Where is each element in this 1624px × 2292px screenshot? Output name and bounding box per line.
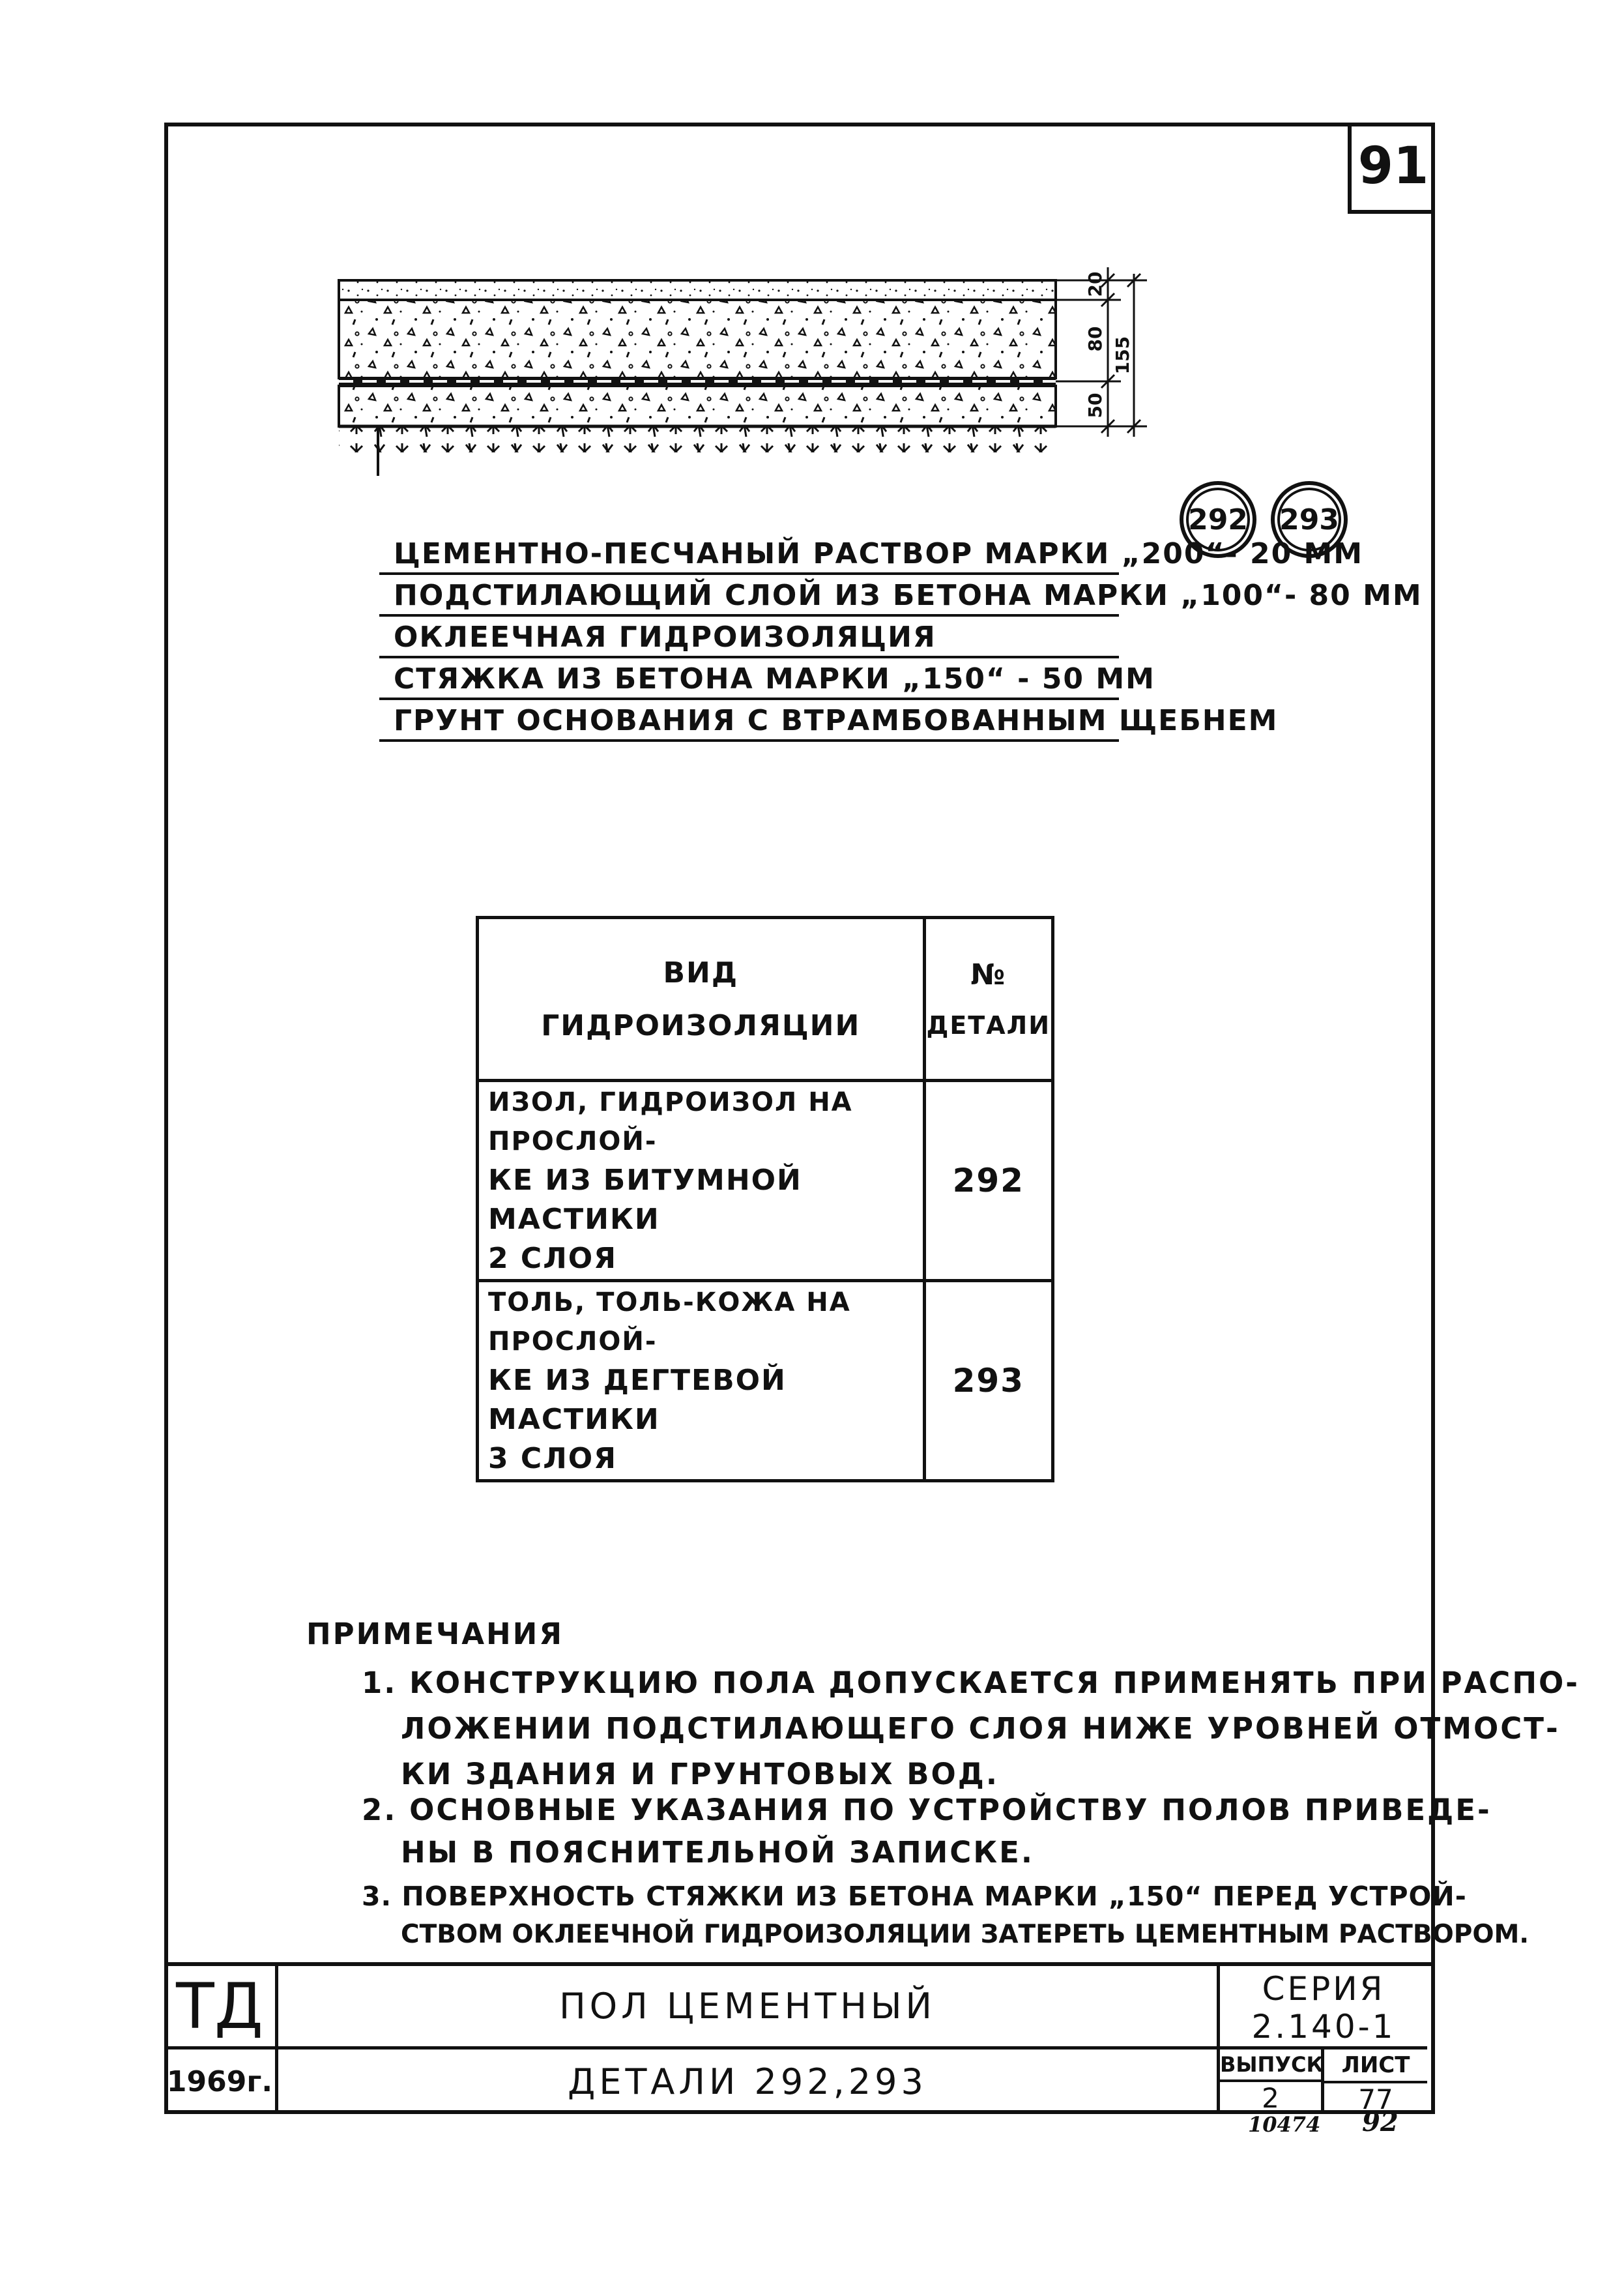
table-row-2-desc-line3: 3 СЛОЯ: [488, 1442, 618, 1475]
stamp-year: 1969г.: [166, 2065, 273, 2098]
dim-50-label: 50: [1084, 392, 1106, 419]
title-block: [164, 1962, 1435, 2114]
table-row: [478, 1281, 1053, 1481]
stamp-series-cell: [1220, 1966, 1427, 2050]
dim-20-label: 20: [1084, 271, 1106, 297]
layer-label-1: ЦЕМЕНТНО-ПЕСЧАНЫЙ РАСТВОР МАРКИ „200“- 20 ММ: [379, 533, 1119, 575]
stamp-title: ПОЛ ЦЕМЕНТНЫЙ: [559, 1986, 936, 2027]
stamp-subtitle: ДЕТАЛИ 292,293: [568, 2061, 927, 2102]
note-line-1: 1. КОНСТРУКЦИЮ ПОЛА ДОПУСКАЕТСЯ ПРИМЕНЯТЬ ПРИ РАСПО-: [362, 1666, 1580, 1700]
stamp-year-cell: [164, 2050, 278, 2114]
footer-page-number: 92: [1362, 2107, 1399, 2138]
table-header-type-line1: ВИД: [663, 956, 739, 990]
stamp-sheet-value: 77: [1358, 2083, 1393, 2115]
stamp-series-label: СЕРИЯ: [1262, 1970, 1385, 2008]
table-header-type: [478, 918, 925, 1081]
sheet-number: 91: [1348, 123, 1435, 214]
dim-80-label: 80: [1084, 326, 1106, 352]
stamp-sheet-cell: [1324, 2050, 1427, 2114]
table-header-detail-line1: №: [970, 958, 1007, 992]
stamp-org: ТД: [176, 1969, 263, 2043]
layer-label-4: СТЯЖКА ИЗ БЕТОНА МАРКИ „150“ - 50 ММ: [379, 658, 1119, 700]
stamp-title-cell: [278, 1966, 1220, 2050]
table-header-detail: [924, 918, 1053, 1081]
table-row-1-desc: [478, 1081, 925, 1281]
detail-292-label: 292: [1188, 503, 1248, 536]
note-line-2: ЛОЖЕНИИ ПОДСТИЛАЮЩЕГО СЛОЯ НИЖЕ УРОВНЕЙ ОТМОСТ-: [401, 1711, 1560, 1746]
table-row-2-desc-line1: ТОЛЬ, ТОЛЬ-КОЖА НА ПРОСЛОЙ-: [488, 1287, 851, 1357]
note-line-7: СТВОМ ОКЛЕЕЧНОЙ ГИДРОИЗОЛЯЦИИ ЗАТЕРЕТЬ ЦЕМЕНТНЫМ РАСТВОРОМ.: [401, 1920, 1530, 1949]
table-row-2-desc-line2: КЕ ИЗ ДЕГТЕВОЙ МАСТИКИ: [488, 1364, 787, 1436]
table-row-2-detail: 293: [924, 1281, 1053, 1481]
stamp-org-cell: [164, 1966, 278, 2050]
note-line-5: НЫ В ПОЯСНИТЕЛЬНОЙ ЗАПИСКЕ.: [401, 1835, 1034, 1870]
note-line-6: 3. ПОВЕРХНОСТЬ СТЯЖКИ ИЗ БЕТОНА МАРКИ „150“ ПЕРЕД УСТРОЙ-: [362, 1881, 1467, 1912]
table-row-1-desc-line1: ИЗОЛ, ГИДРОИЗОЛ НА ПРОСЛОЙ-: [488, 1087, 853, 1156]
table-header-detail-line2: ДЕТАЛИ: [926, 1011, 1051, 1040]
stamp-issue-value: 2: [1262, 2082, 1279, 2114]
dim-155-label: 155: [1112, 336, 1133, 375]
stamp-subtitle-cell: [278, 2050, 1220, 2114]
stamp-issue-label: ВЫПУСК: [1220, 2050, 1321, 2082]
stamp-series-value: 2.140-1: [1251, 2008, 1396, 2046]
table-row-2-desc: [478, 1281, 925, 1481]
table-row: [478, 1081, 1053, 1281]
stamp-issue-cell: [1220, 2050, 1324, 2114]
notes-title: ПРИМЕЧАНИЯ: [306, 1617, 564, 1651]
layer-label-5: ГРУНТ ОСНОВАНИЯ С ВТРАМБОВАННЫМ ЩЕБНЕМ: [379, 700, 1119, 742]
waterproofing-table: [476, 916, 1054, 1482]
table-header-type-line2: ГИДРОИЗОЛЯЦИИ: [541, 1008, 861, 1042]
table-row-1-desc-line3: 2 СЛОЯ: [488, 1242, 618, 1275]
note-line-4: 2. ОСНОВНЫЕ УКАЗАНИЯ ПО УСТРОЙСТВУ ПОЛОВ ПРИВЕДЕ-: [362, 1793, 1492, 1827]
table-row-1-detail: 292: [924, 1081, 1053, 1281]
table-row-1-desc-line2: КЕ ИЗ БИТУМНОЙ МАСТИКИ: [488, 1164, 802, 1236]
stamp-sheet-label: ЛИСТ: [1324, 2050, 1427, 2083]
layer-label-3: ОКЛЕЕЧНАЯ ГИДРОИЗОЛЯЦИЯ: [379, 617, 1119, 658]
note-line-3: КИ ЗДАНИЯ И ГРУНТОВЫХ ВОД.: [401, 1757, 999, 1791]
floor-section-diagram: [326, 261, 1225, 476]
detail-293-label: 293: [1279, 503, 1339, 536]
footer-inventory-number: 10474: [1248, 2112, 1321, 2137]
layer-label-2: ПОДСТИЛАЮЩИЙ СЛОЙ ИЗ БЕТОНА МАРКИ „100“- 80 ММ: [379, 575, 1119, 617]
